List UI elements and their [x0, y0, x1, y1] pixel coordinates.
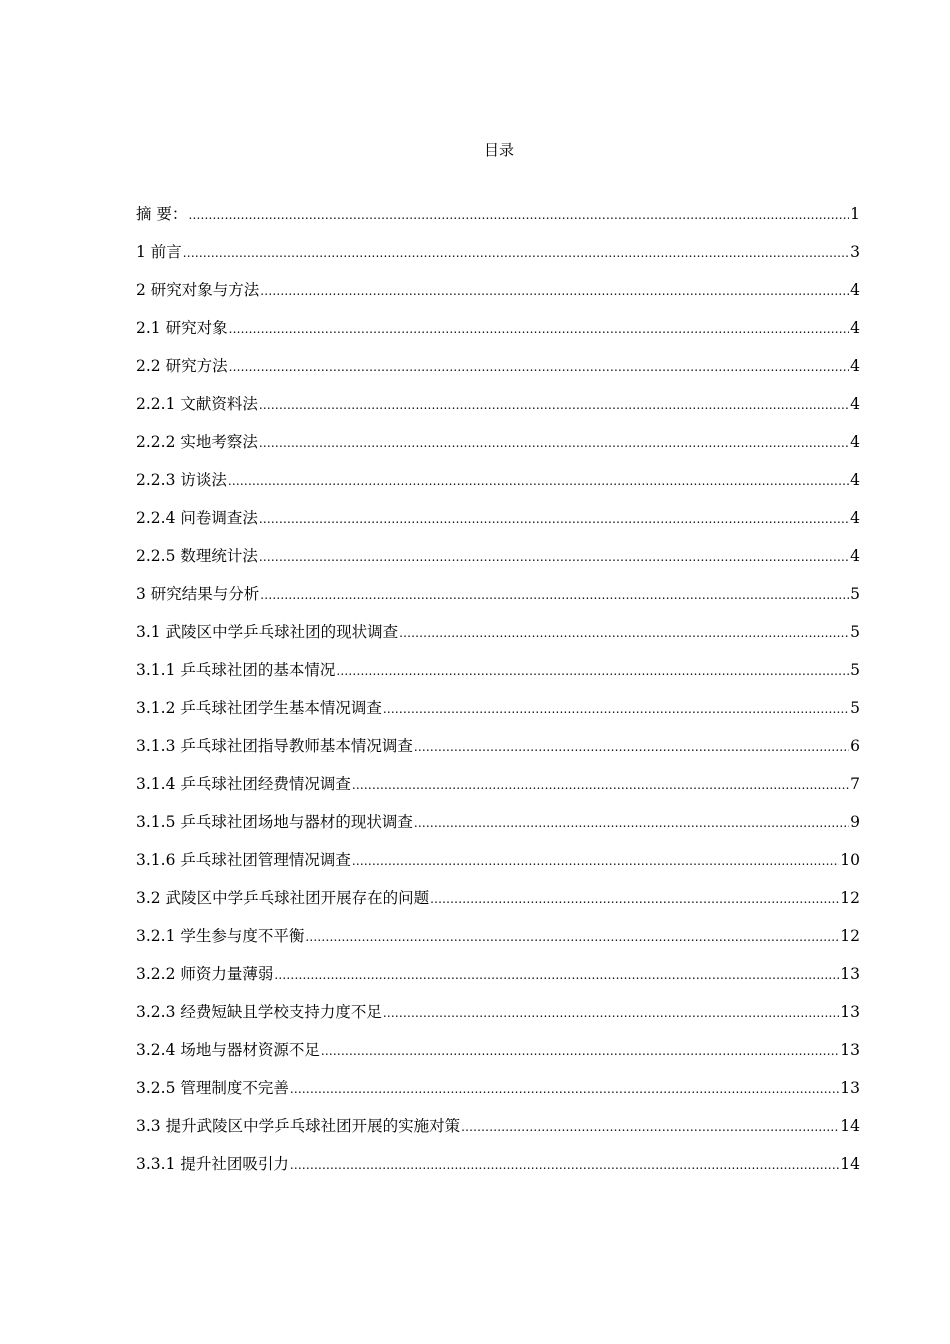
toc-leader	[383, 694, 849, 723]
toc-entry[interactable]	[136, 1112, 860, 1150]
toc-leader	[260, 580, 849, 609]
toc-entry-page: 13	[840, 1041, 860, 1059]
toc-leader	[183, 238, 849, 267]
toc-entry-label: 3.2.5 管理制度不完善	[136, 1079, 289, 1097]
toc-entry-label: 3.1.2 乒乓球社团学生基本情况调查	[136, 699, 382, 717]
toc-entry[interactable]	[136, 466, 860, 504]
toc-entry-label: 3.1.5 乒乓球社团场地与器材的现状调查	[136, 813, 413, 831]
toc-entry-label: 3.1.4 乒乓球社团经费情况调查	[136, 775, 351, 793]
toc-leader	[229, 314, 850, 343]
toc-leader	[414, 808, 849, 837]
toc-entry-label: 3.3.1 提升社团吸引力	[136, 1155, 289, 1173]
toc-entry-page: 12	[840, 927, 860, 945]
toc-entry-page: 7	[850, 775, 860, 793]
toc-entry-label: 3.1.1 乒乓球社团的基本情况	[136, 661, 336, 679]
toc-entry-label: 3.3 提升武陵区中学乒乓球社团开展的实施对策	[136, 1117, 461, 1135]
toc-entry[interactable]	[136, 428, 860, 466]
toc-entry[interactable]	[136, 200, 860, 238]
toc-entry[interactable]	[136, 732, 860, 770]
toc-entry[interactable]	[136, 618, 860, 656]
toc-entry-page: 4	[850, 281, 860, 299]
toc-entry-label: 2.1 研究对象	[136, 319, 228, 337]
toc-entry[interactable]	[136, 922, 860, 960]
toc-entry-page: 4	[850, 433, 860, 451]
toc-entry-page: 4	[850, 395, 860, 413]
toc-entry-page: 4	[850, 319, 860, 337]
toc-entry[interactable]	[136, 238, 860, 276]
toc-entry[interactable]	[136, 580, 860, 618]
toc-leader	[290, 1074, 839, 1103]
toc-leader	[274, 960, 839, 989]
toc-entry-page: 14	[840, 1117, 860, 1135]
toc-entry[interactable]	[136, 1036, 860, 1074]
toc-entry[interactable]	[136, 314, 860, 352]
toc-entry-label: 3 研究结果与分析	[136, 585, 260, 603]
toc-entry-page: 1	[850, 205, 860, 223]
toc-entry-label: 3.2.3 经费短缺且学校支持力度不足	[136, 1003, 382, 1021]
toc-entry-page: 14	[840, 1155, 860, 1173]
toc-entry-page: 4	[850, 547, 860, 565]
toc-leader	[259, 504, 849, 533]
toc-entry-label: 2 研究对象与方法	[136, 281, 260, 299]
toc-leader	[188, 200, 849, 229]
toc-entry[interactable]	[136, 846, 860, 884]
toc-entry-page: 3	[850, 243, 860, 261]
toc-entry-label: 1 前言	[136, 243, 182, 261]
toc-entry-label: 3.2.1 学生参与度不平衡	[136, 927, 305, 945]
toc-leader	[305, 922, 839, 951]
toc-entry-label: 2.2.3 访谈法	[136, 471, 227, 489]
toc-entry[interactable]	[136, 960, 860, 998]
toc-leader	[259, 542, 849, 571]
toc-entry[interactable]	[136, 1074, 860, 1112]
table-of-contents	[136, 200, 860, 1188]
toc-entry-label: 2.2.2 实地考察法	[136, 433, 258, 451]
toc-entry-page: 5	[850, 623, 860, 641]
toc-entry[interactable]	[136, 808, 860, 846]
toc-entry[interactable]	[136, 352, 860, 390]
toc-entry-label: 3.2 武陵区中学乒乓球社团开展存在的问题	[136, 889, 430, 907]
toc-entry-page: 4	[850, 471, 860, 489]
toc-entry[interactable]	[136, 276, 860, 314]
toc-entry-page: 4	[850, 357, 860, 375]
toc-entry-label: 2.2 研究方法	[136, 357, 228, 375]
toc-entry-label: 3.1.6 乒乓球社团管理情况调查	[136, 851, 351, 869]
toc-entry[interactable]	[136, 656, 860, 694]
page-title: 目录	[483, 141, 514, 159]
toc-entry-label: 3.2.2 师资力量薄弱	[136, 965, 274, 983]
toc-entry[interactable]	[136, 884, 860, 922]
toc-entry-page: 12	[840, 889, 860, 907]
toc-entry-label: 2.2.4 问卷调查法	[136, 509, 258, 527]
toc-entry[interactable]	[136, 770, 860, 808]
toc-entry-label: 摘 要：	[136, 205, 188, 223]
toc-leader	[383, 998, 839, 1027]
toc-entry-page: 13	[840, 1003, 860, 1021]
toc-leader	[321, 1036, 839, 1065]
toc-entry[interactable]	[136, 390, 860, 428]
toc-entry-page: 5	[850, 585, 860, 603]
toc-entry-page: 9	[850, 813, 860, 831]
toc-entry-label: 2.2.1 文献资料法	[136, 395, 258, 413]
toc-leader	[259, 390, 849, 419]
toc-entry-label: 3.1.3 乒乓球社团指导教师基本情况调查	[136, 737, 413, 755]
toc-entry[interactable]	[136, 542, 860, 580]
toc-entry[interactable]	[136, 694, 860, 732]
toc-leader	[414, 732, 849, 761]
toc-entry-page: 6	[850, 737, 860, 755]
toc-entry-label: 2.2.5 数理统计法	[136, 547, 258, 565]
toc-entry-page: 13	[840, 1079, 860, 1097]
toc-leader	[430, 884, 839, 913]
toc-entry-page: 4	[850, 509, 860, 527]
toc-entry-page: 5	[850, 699, 860, 717]
toc-leader	[399, 618, 849, 647]
toc-leader	[260, 276, 849, 305]
toc-entry[interactable]	[136, 998, 860, 1036]
toc-leader	[228, 466, 849, 495]
toc-leader	[461, 1112, 839, 1141]
toc-entry[interactable]	[136, 1150, 860, 1188]
toc-entry-page: 13	[840, 965, 860, 983]
toc-leader	[229, 352, 850, 381]
toc-entry-label: 3.1 武陵区中学乒乓球社团的现状调查	[136, 623, 399, 641]
toc-leader	[290, 1150, 839, 1179]
toc-leader	[336, 656, 849, 685]
toc-leader	[352, 846, 839, 875]
toc-leader	[259, 428, 849, 457]
toc-entry-page: 5	[850, 661, 860, 679]
toc-entry-label: 3.2.4 场地与器材资源不足	[136, 1041, 320, 1059]
toc-entry-page: 10	[840, 851, 860, 869]
toc-entry[interactable]	[136, 504, 860, 542]
toc-leader	[352, 770, 849, 799]
